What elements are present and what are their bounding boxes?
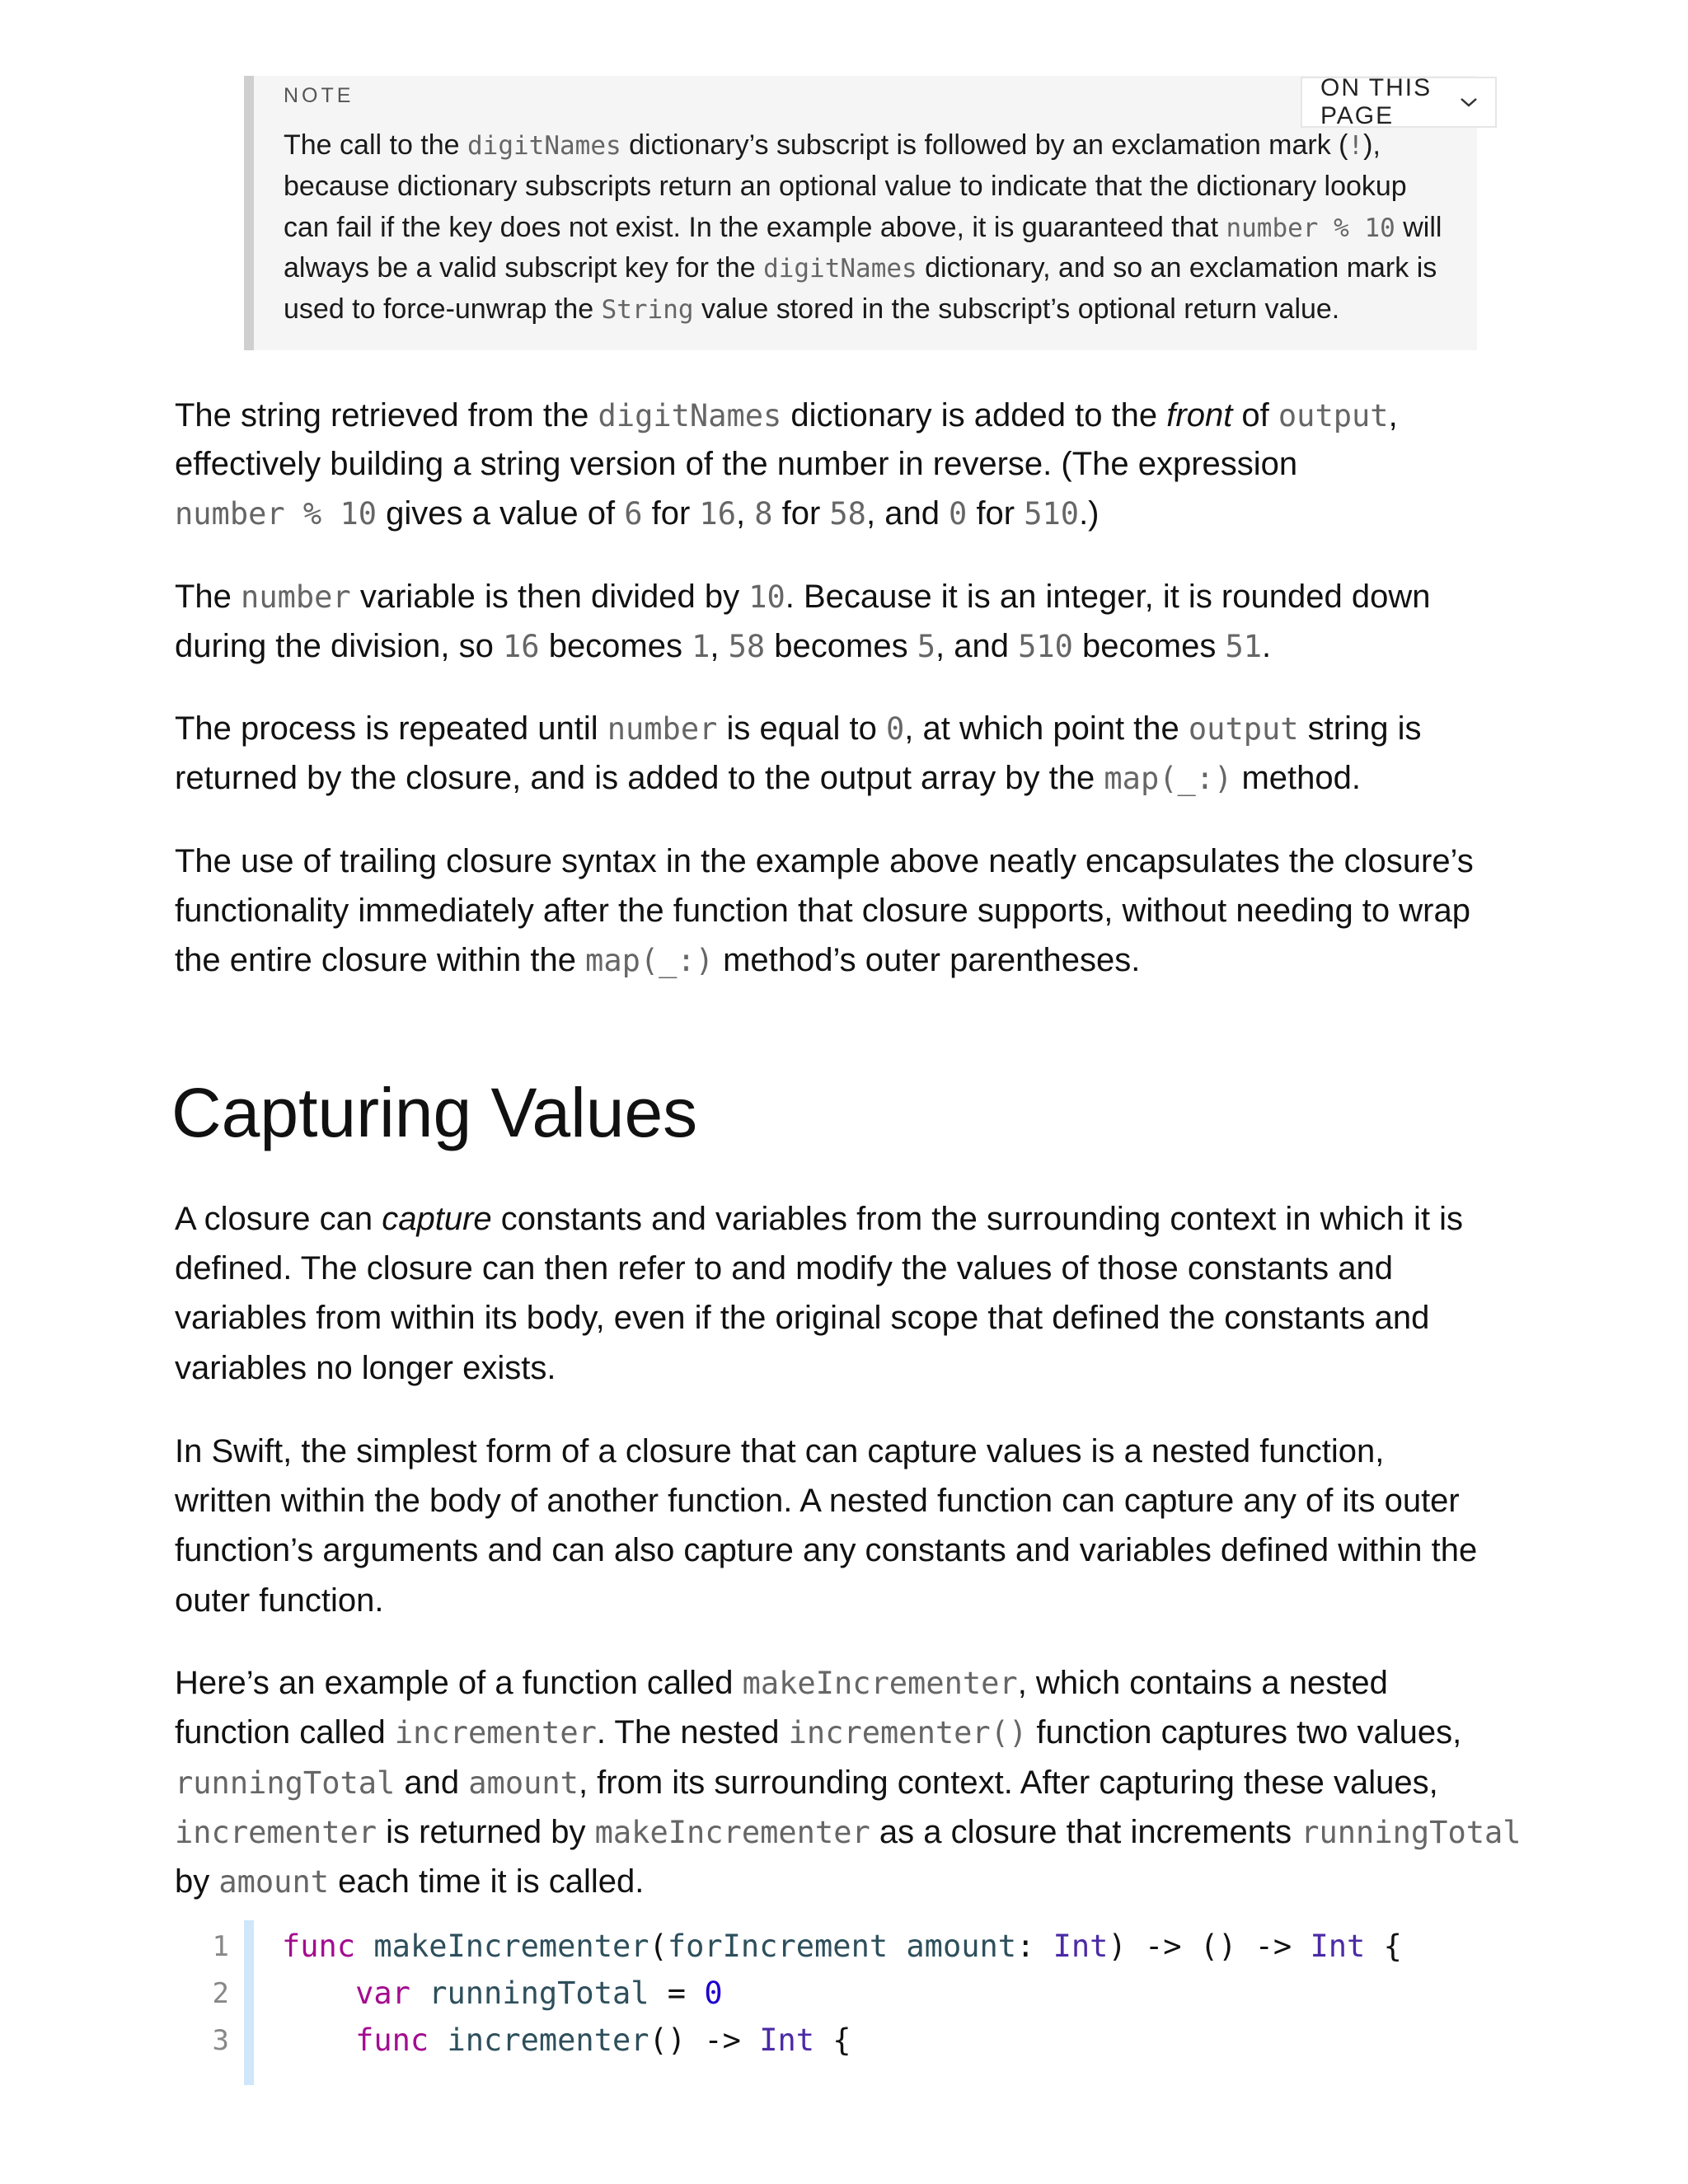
chevron-down-icon bbox=[1459, 96, 1479, 109]
code-token: func bbox=[355, 2022, 429, 2058]
emphasis: front bbox=[1166, 397, 1233, 434]
inline-code: amount bbox=[218, 1864, 330, 1900]
note-line: always be a valid subscript key for the digitNames dictionary, and so an exclamation mark is bbox=[284, 252, 1437, 284]
inline-code: 0 bbox=[949, 496, 968, 532]
inline-code: ! bbox=[1348, 131, 1364, 161]
inline-code: map(_:) bbox=[585, 943, 714, 978]
inline-code: digitNames bbox=[598, 398, 782, 434]
inline-code: 1 bbox=[692, 629, 710, 664]
code-text bbox=[282, 1971, 723, 2017]
line-number: 1 bbox=[212, 1930, 229, 1963]
paragraph-line: function’s arguments and can also capture any constants and variables defined within the bbox=[175, 1532, 1478, 1568]
inline-code: number % 10 bbox=[1226, 213, 1395, 243]
paragraph-line: function called incrementer. The nested incrementer() function captures two values, bbox=[175, 1714, 1462, 1750]
note-label: NOTE bbox=[284, 84, 354, 107]
code-token bbox=[282, 2022, 355, 2058]
code-token: runningTotal bbox=[429, 1975, 649, 2011]
inline-code: number bbox=[607, 711, 718, 747]
note-line: used to force-unwrap the String value stored in the subscript’s optional return value. bbox=[284, 293, 1340, 325]
on-this-page-label: ON THIS PAGE bbox=[1320, 74, 1432, 129]
inline-code: String bbox=[601, 295, 694, 325]
on-this-page-dropdown[interactable] bbox=[1301, 74, 1497, 129]
section-heading: Capturing Values bbox=[171, 1074, 698, 1151]
code-token bbox=[355, 1929, 373, 1964]
code-token bbox=[282, 1975, 355, 2011]
inline-code: amount bbox=[468, 1765, 579, 1801]
note-line: can fail if the key does not exist. In the example above, it is guaranteed that number % 10 will bbox=[284, 212, 1442, 243]
inline-code: number bbox=[241, 579, 351, 615]
inline-code: makeIncrementer bbox=[594, 1815, 870, 1850]
paragraph-line: number % 10 gives a value of 6 for 16, 8 for 58, and 0 for 510.) bbox=[175, 495, 1100, 532]
paragraph-line: Here’s an example of a function called makeIncrementer, which contains a nested bbox=[175, 1665, 1388, 1701]
code-token: Int bbox=[759, 2022, 815, 2058]
note-line: The call to the digitNames dictionary’s subscript is followed by an exclamation mark (!), bbox=[284, 129, 1381, 161]
inline-code: 5 bbox=[917, 629, 935, 664]
paragraph-line: incrementer is returned by makeIncrementer as a closure that increments runningTotal bbox=[175, 1814, 1522, 1850]
inline-code: output bbox=[1188, 711, 1299, 747]
paragraph-line: The use of trailing closure syntax in the example above neatly encapsulates the closure’s bbox=[175, 843, 1474, 879]
code-token: makeIncrementer bbox=[373, 1929, 649, 1964]
paragraph-line: variables from within its body, even if the original scope that defined the constants and bbox=[175, 1300, 1430, 1336]
inline-code: 6 bbox=[624, 496, 643, 532]
inline-code: incrementer bbox=[394, 1715, 597, 1750]
line-number: 3 bbox=[212, 2024, 229, 2057]
code-token: = bbox=[649, 1975, 705, 2011]
inline-code: 51 bbox=[1225, 629, 1262, 664]
paragraph-line: during the division, so 16 becomes 1, 58 becomes 5, and 510 becomes 51. bbox=[175, 628, 1272, 664]
inline-code: incrementer bbox=[175, 1815, 377, 1850]
inline-code: 16 bbox=[699, 496, 736, 532]
code-token: { bbox=[814, 2022, 851, 2058]
code-line bbox=[175, 2018, 1493, 2064]
paragraph-line: functionality immediately after the function that closure supports, without needing to wrap bbox=[175, 893, 1470, 929]
code-token: 0 bbox=[704, 1975, 723, 2011]
code-token bbox=[410, 1975, 429, 2011]
code-token bbox=[429, 2022, 447, 2058]
paragraph-line: The number variable is then divided by 10. Because it is an integer, it is rounded down bbox=[175, 579, 1431, 615]
inline-code: 8 bbox=[754, 496, 773, 532]
paragraph-line: defined. The closure can then refer to and modify the values of those constants and bbox=[175, 1250, 1393, 1286]
note-line: because dictionary subscripts return an optional value to indicate that the dictionary lookup bbox=[284, 171, 1407, 202]
inline-code: 510 bbox=[1024, 496, 1080, 532]
code-token bbox=[888, 1929, 906, 1964]
code-token: Int bbox=[1053, 1929, 1109, 1964]
emphasis: capture bbox=[382, 1201, 492, 1237]
inline-code: 16 bbox=[503, 629, 540, 664]
code-token: func bbox=[282, 1929, 356, 1964]
code-token: ) -> () -> bbox=[1108, 1929, 1311, 1964]
inline-code: map(_:) bbox=[1104, 761, 1233, 796]
code-token: : bbox=[1016, 1929, 1053, 1964]
code-text bbox=[282, 1924, 1402, 1970]
paragraph-line: In Swift, the simplest form of a closure that can capture values is a nested function, bbox=[175, 1433, 1385, 1469]
inline-code: incrementer() bbox=[788, 1715, 1028, 1750]
code-token: forIncrement bbox=[667, 1929, 889, 1964]
note-aside bbox=[244, 76, 1477, 350]
code-token: incrementer bbox=[447, 2022, 649, 2058]
inline-code: 0 bbox=[885, 711, 905, 747]
code-block bbox=[175, 1920, 1493, 2085]
paragraph-line: effectively building a string version of the number in reverse. (The expression bbox=[175, 446, 1298, 482]
paragraph-line: by amount each time it is called. bbox=[175, 1863, 645, 1900]
code-token: var bbox=[355, 1975, 410, 2011]
paragraph-line: written within the body of another function. A nested function can capture any of its outer bbox=[175, 1483, 1460, 1519]
paragraph-line: returned by the closure, and is added to the output array by the map(_:) method. bbox=[175, 760, 1361, 796]
paragraph-line: A closure can capture constants and variables from the surrounding context in which it is bbox=[175, 1201, 1464, 1237]
code-line bbox=[175, 1971, 1493, 2017]
paragraph-line: runningTotal and amount, from its surrounding context. After capturing these values, bbox=[175, 1765, 1438, 1801]
paragraph-line: the entire closure within the map(_:) method’s outer parentheses. bbox=[175, 942, 1141, 978]
inline-code: 10 bbox=[748, 579, 785, 615]
inline-code: runningTotal bbox=[1301, 1815, 1522, 1850]
inline-code: 58 bbox=[829, 496, 866, 532]
code-token: () -> bbox=[649, 2022, 760, 2058]
code-token: Int bbox=[1310, 1929, 1366, 1964]
paragraph-line: The string retrieved from the digitNames dictionary is added to the front of output, bbox=[175, 397, 1398, 434]
line-number: 2 bbox=[212, 1977, 229, 2010]
paragraph-line: The process is repeated until number is equal to 0, at which point the output string is bbox=[175, 710, 1422, 747]
code-token: amount bbox=[906, 1929, 1017, 1964]
code-token: { bbox=[1365, 1929, 1402, 1964]
inline-code: digitNames bbox=[763, 254, 917, 284]
paragraph-line: outer function. bbox=[175, 1582, 384, 1619]
inline-code: runningTotal bbox=[175, 1765, 396, 1801]
code-line bbox=[175, 1924, 1493, 1970]
inline-code: output bbox=[1278, 398, 1389, 434]
inline-code: number % 10 bbox=[175, 496, 377, 532]
inline-code: makeIncrementer bbox=[742, 1666, 1018, 1701]
inline-code: 510 bbox=[1018, 629, 1073, 664]
inline-code: 58 bbox=[728, 629, 766, 664]
code-token: ( bbox=[649, 1929, 668, 1964]
paragraph-line: variables no longer exists. bbox=[175, 1350, 556, 1386]
code-text bbox=[282, 2018, 851, 2064]
inline-code: digitNames bbox=[467, 131, 621, 161]
